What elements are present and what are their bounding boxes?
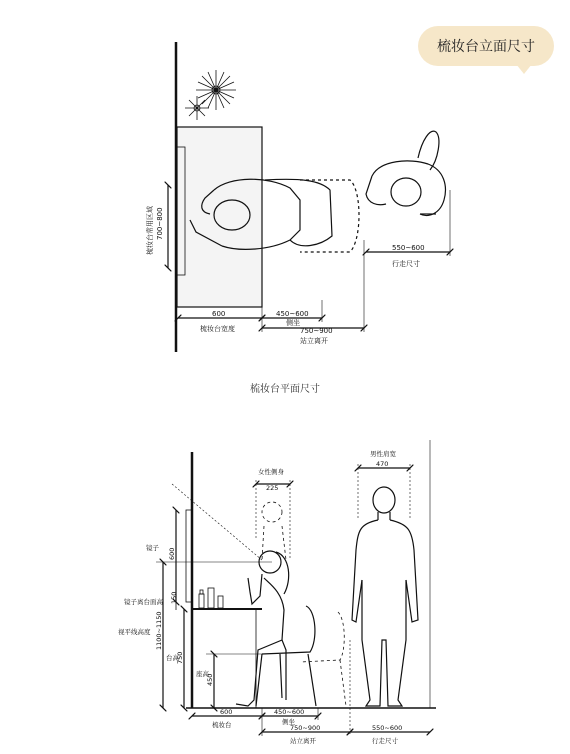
plan-walk-label: 行走尺寸 [392,260,420,268]
bottom-width-dim: 600 [220,708,233,716]
plan-width-dim: 600 [212,310,226,318]
seat-height-dim: 450 [206,673,214,686]
table-height-label: 台高 [166,654,179,662]
bottom-seat-label: 侧坐 [282,718,295,726]
bottom-leave-label: 站立离开 [290,737,316,745]
plan-walk-dim: 550~600 [392,244,425,252]
mirror-label: 镜子 [146,544,159,552]
man-shoulder-dim: 470 [376,460,389,468]
mirror-gap-label: 镜子离台面高 [124,598,163,606]
bottom-leave-dim: 750~900 [290,724,321,732]
bottom-walk-dim: 550~600 [372,724,403,732]
section-title-badge: 梳妆台立面尺寸 [418,26,554,66]
plan-seat-label: 侧坐 [286,319,300,327]
plan-walking-person [366,131,445,215]
mirror-gap-dim: 150 [170,591,178,604]
woman-side-label: 女性侧身 [258,468,284,476]
elevation-view [156,440,436,736]
plan-leave-dim: 750~900 [300,327,333,335]
plan-caption: 梳妆台平面尺寸 [250,384,320,395]
plan-width-label: 梳妆台宽度 [200,325,235,333]
plan-seat-dim: 450~600 [276,310,309,318]
plan-usage-label: 梳妆台常用区域 [146,206,154,255]
elevation-chair-outline [300,612,346,706]
plan-usage-dim: 700~800 [156,207,164,240]
bottom-seat-dim: 450~600 [274,708,305,716]
bottom-walk-label: 行走尺寸 [372,737,398,745]
man-shoulder-label: 男性肩宽 [370,450,396,458]
eye-height-label: 视平线高度 [118,628,151,636]
flower-icon [185,70,236,120]
plan-leave-label: 站立离开 [300,337,328,345]
cosmetic-bottles [199,588,223,608]
plan-view [168,42,450,352]
eye-height-dim: 1100~1150 [155,611,163,650]
seat-height-label: 座高 [196,670,209,678]
elevation-standing-man [352,487,418,706]
mirror-dim: 600 [168,547,176,560]
woman-side-dim: 225 [266,484,279,492]
bottom-width-label: 梳妆台 [212,721,232,729]
table-height-dim: 750 [176,651,184,664]
